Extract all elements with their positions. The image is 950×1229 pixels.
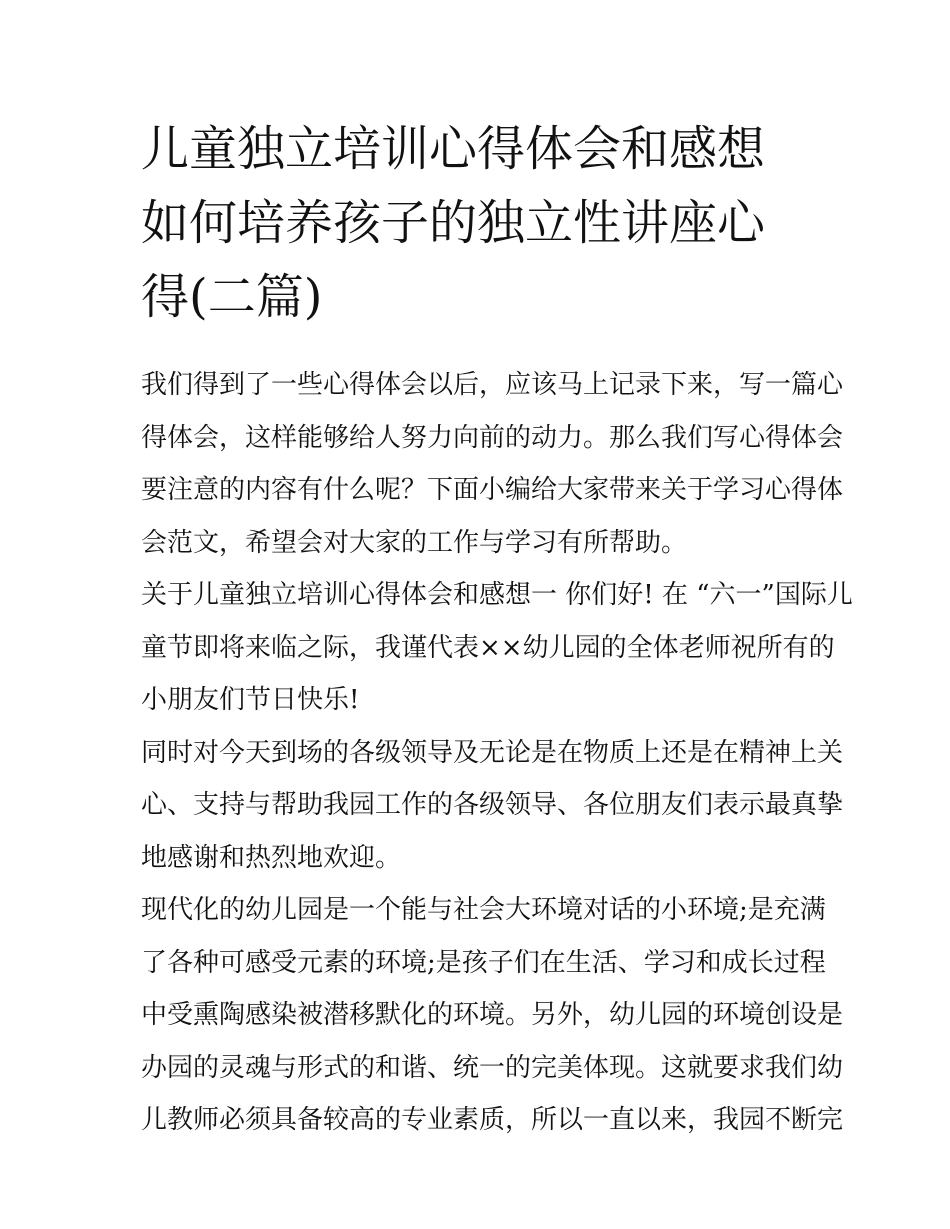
text-line: 得体会，这样能够给人努力向前的动力。那么我们写心得体会 [141, 422, 844, 453]
text-line: 中受熏陶感染被潜移默化的环境。另外，幼儿园的环境创设是 [141, 1000, 844, 1030]
text-line: 我们得到了一些心得体会以后，应该马上记录下来，写一篇心 [141, 370, 844, 400]
text-line: 小朋友们节日快乐! [141, 685, 360, 715]
text-line: 了各种可感受元素的环境;是孩子们在生活、学习和成长过程 [141, 947, 826, 978]
text-line: 现代化的幼儿园是一个能与社会大环境对话的小环境;是充满 [141, 895, 826, 925]
paragraph-environment [141, 884, 844, 1147]
paragraph-thanks [141, 727, 844, 885]
text-line: 要注意的内容有什么呢？下面小编给大家带来关于学习心得体 [141, 475, 844, 505]
document-title [141, 112, 821, 334]
text-line: 关于儿童独立培训心得体会和感想一 你们好! 在 “六一”国际儿 [141, 580, 853, 610]
text-line: 办园的灵魂与形式的和谐、统一的完美体现。这就要求我们幼 [141, 1052, 844, 1083]
paragraph-intro [141, 359, 844, 569]
text-line: 童节即将来临之际，我谨代表××幼儿园的全体老师祝所有的 [141, 632, 835, 663]
title-line: 得(二篇) [141, 269, 323, 325]
text-line: 会范文，希望会对大家的工作与学习有所帮助。 [141, 527, 688, 558]
paragraph-greeting [141, 569, 853, 727]
text-line: 儿教师必须具备较高的专业素质，所以一直以来，我园不断完 [141, 1105, 844, 1135]
title-line: 儿童独立培训心得体会和感想 [141, 121, 766, 177]
text-line: 心、支持与帮助我园工作的各级领导、各位朋友们表示最真挚 [141, 790, 844, 820]
document-body [141, 359, 853, 1147]
text-line: 地感谢和热烈地欢迎。 [141, 842, 402, 873]
text-line: 同时对今天到场的各级领导及无论是在物质上还是在精神上关 [141, 737, 844, 768]
title-line: 如何培养孩子的独立性讲座心 [141, 195, 766, 251]
